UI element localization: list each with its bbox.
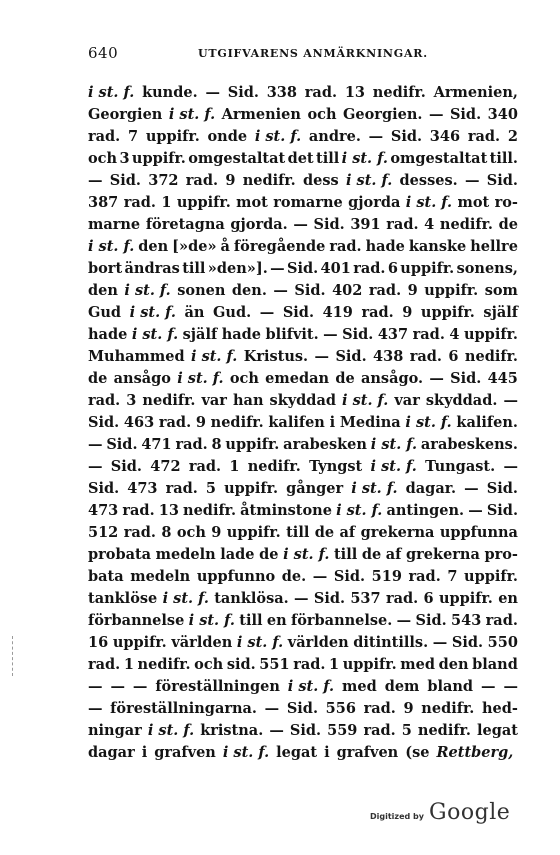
text-line: — Sid. 372 rad. 9 nedifr. dess i st. f. desses. — Sid.: [88, 172, 518, 189]
text-line: i st. f. kunde. — Sid. 338 rad. 13 nedifr. Armenien,: [88, 84, 518, 101]
text-line: Sid. 473 rad. 5 uppifr. gånger i st. f. dagar. — Sid.: [88, 480, 518, 497]
page-number: 640: [88, 44, 119, 62]
text-line: bata medeln uppfunno de. — Sid. 519 rad. 7 uppifr.: [88, 568, 518, 585]
text-line: 387 rad. 1 uppifr. mot romarne gjorda i st. f. mot ro-: [88, 194, 518, 211]
text-line: de ansågo i st. f. och emedan de ansågo. — Sid. 445: [88, 370, 518, 387]
body-text: [88, 82, 518, 764]
text-line: Georgien i st. f. Armenien och Georgien. — Sid. 340: [88, 106, 518, 123]
text-line: — Sid. 472 rad. 1 nedifr. Tyngst i st. f. Tungast. —: [88, 458, 518, 475]
text-line: marne företagna gjorda. — Sid. 391 rad. 4 nedifr. de: [88, 216, 518, 233]
text-line: 16 uppifr. världen i st. f. världen ditintills. — Sid. 550: [88, 634, 518, 651]
text-line: — föreställningarna. — Sid. 556 rad. 9 nedifr. hed-: [88, 700, 518, 717]
text-line: Muhammed i st. f. Kristus. — Sid. 438 rad. 6 nedifr.: [88, 348, 518, 365]
text-line: förbannelse i st. f. till en förbannelse. — Sid. 543 rad.: [88, 612, 518, 629]
text-line: Gud i st. f. än Gud. — Sid. 419 rad. 9 uppifr. själf: [88, 304, 518, 321]
text-line: den i st. f. sonen den. — Sid. 402 rad. 9 uppifr. som: [88, 282, 518, 299]
google-logo: Google: [429, 800, 511, 825]
text-line: ningar i st. f. kristna. — Sid. 559 rad. 5 nedifr. legat: [88, 722, 518, 739]
text-line: — Sid. 471 rad. 8 uppifr. arabesken i st. f. arabeskens.: [88, 436, 518, 453]
page-header: [88, 44, 520, 64]
text-line: — — — föreställningen i st. f. med dem bland — —: [88, 678, 518, 695]
text-line: hade i st. f. själf hade blifvit. — Sid. 437 rad. 4 uppifr.: [88, 326, 518, 343]
text-line: probata medeln lade de i st. f. till de af grekerna pro-: [88, 546, 518, 563]
text-line: tanklöse i st. f. tanklösa. — Sid. 537 rad. 6 uppifr. en: [88, 590, 518, 607]
text-line: rad. 7 uppifr. onde i st. f. andre. — Sid. 346 rad. 2: [88, 128, 518, 145]
text-line: Sid. 463 rad. 9 nedifr. kalifen i Medina i st. f. kalifen.: [88, 414, 518, 431]
text-line: dagar i grafven i st. f. legat i grafven (se Rettberg,: [88, 744, 514, 761]
text-line: 512 rad. 8 och 9 uppifr. till de af grekerna uppfunna: [88, 524, 518, 541]
text-line: 473 rad. 13 nedifr. åtminstone i st. f. antingen. — Sid.: [88, 502, 518, 519]
text-line: rad. 1 nedifr. och sid. 551 rad. 1 uppifr. med den bland: [88, 656, 518, 673]
text-line: bort ändras till »den»]. — Sid. 401 rad. 6 uppifr. sonens,: [88, 260, 518, 277]
text-line: och 3 uppifr. omgestaltat det till i st. f. omgestaltat till.: [88, 150, 518, 167]
digitized-by-google-watermark: [370, 800, 510, 825]
digitized-by-label: Digitized by: [370, 812, 424, 821]
running-title: UTGIFVARENS ANMÄRKNINGAR.: [198, 47, 428, 60]
margin-mark: [12, 636, 14, 676]
text-line: i st. f. den [»de» å föregående rad. hade kanske hellre: [88, 238, 518, 255]
text-line: rad. 3 nedifr. var han skyddad i st. f. var skyddad. —: [88, 392, 518, 409]
